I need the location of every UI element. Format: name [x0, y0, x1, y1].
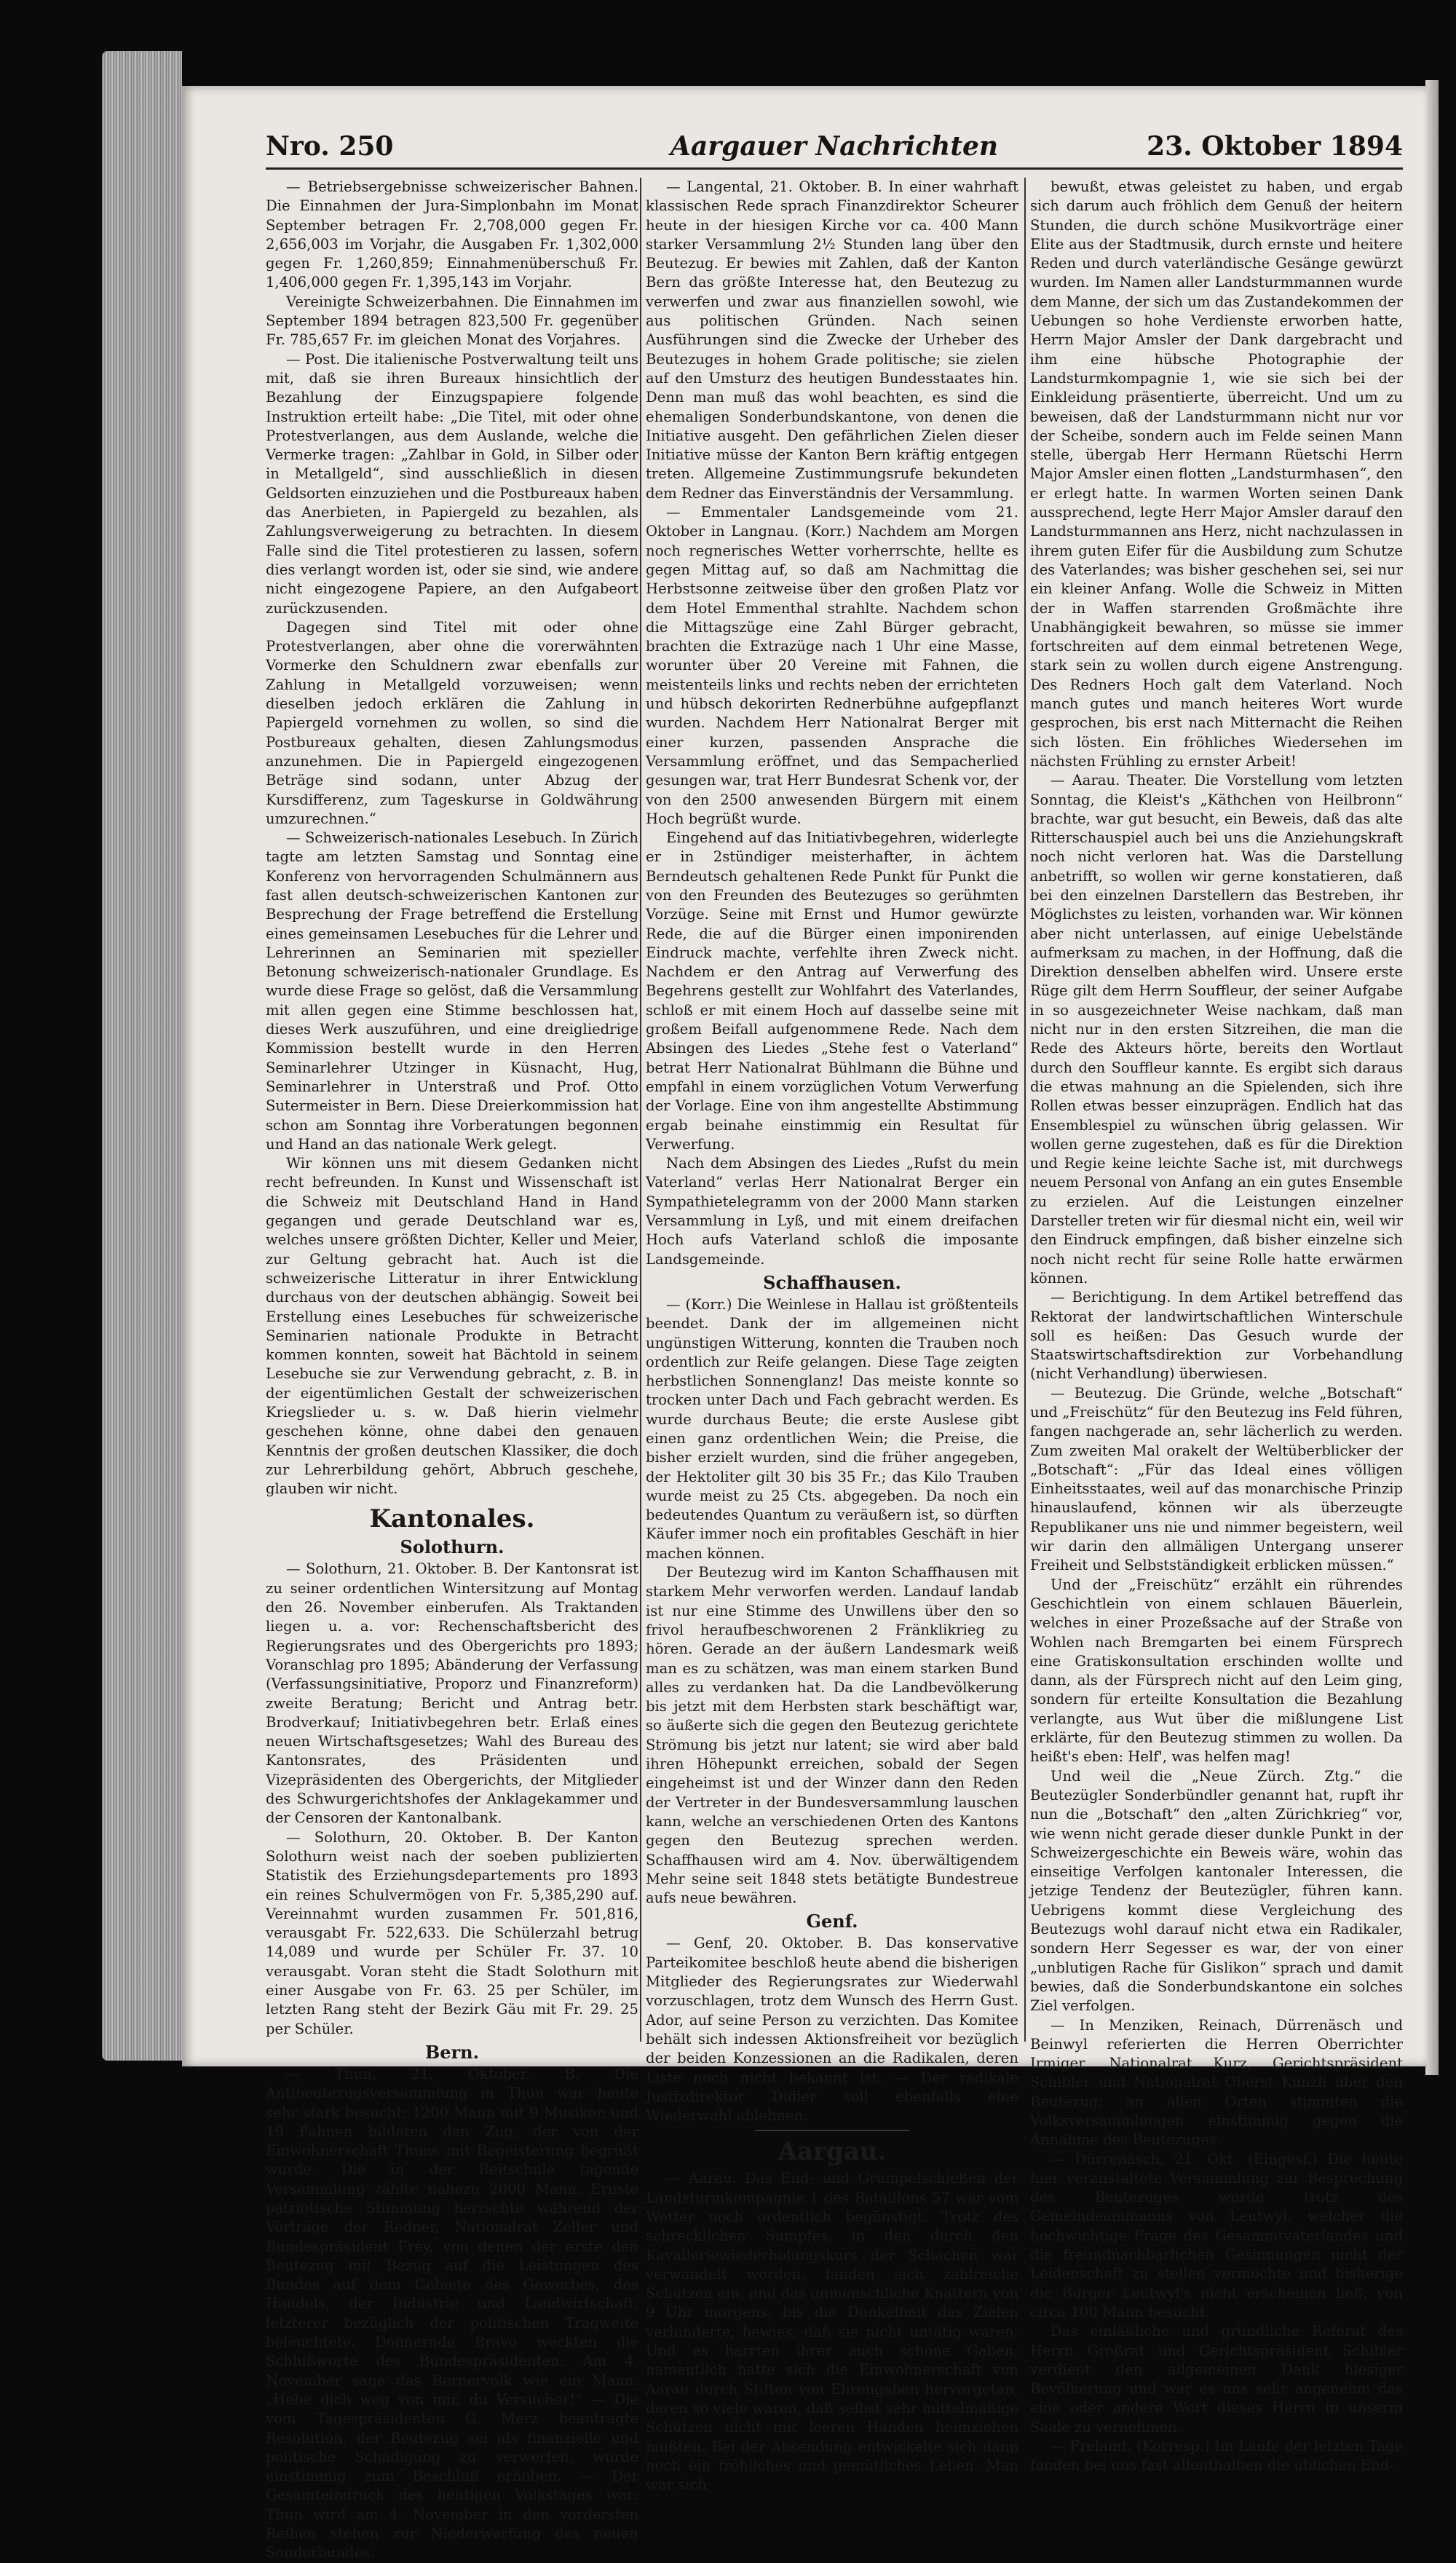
masthead: [266, 131, 1403, 163]
page-right-edge: [1425, 80, 1439, 2075]
article-beutezug-schaffhausen: Der Beutezug wird im Kanton Schaffhausen mit starkem Mehr verworfen werden. Landauf landab ist nur eine Stimme des Unwillens über den so frivol heraufbeschworenen 2 Fränklikrieg zu hören. Gerade an der äußern Landesmark weiß man es zu schätzen, was man einem starken Bund alles zu verdanken hat. Da die Landbevölkerung bis jetzt mit dem Herbsten stark beschäftigt war, so äußerte sich die gegen den Beutezug gerichtete Strömung bis jetzt nur latent; sie wird aber bald ihren Höhepunkt erreichen, sobald der Segen eingeheimst ist und der Winzer dann den Reden der Vertreter in der Bundesversammlung lauschen kann, welche an verschiedenen Orten des Kantons gegen den Beutezug sprechen werden. Schaffhausen wird am 4. Nov. überwältigendem Mehr seine seit 1848 stets betätigte Bundestreue aufs neue bewähren.: [646, 1564, 1018, 1907]
article-solothurn-kantonsrat: — Solothurn, 21. Oktober. B. Der Kantonsrat ist zu seiner ordentlichen Wintersitzung auf Montag den 26. November einberufen. Als Traktanden liegen u. a. vor: Rechenschaftsbericht des Regierungsrates und des Obergerichts pro 1893; Voranschlag pro 1895; Abänderung der Verfassung (Verfassungsinitiative, Proporz und Finanzreform) zweite Beratung; Bericht und Antrag betr. Brodverkauf; Initiativbegehren betr. Erlaß eines neuen Wirtschaftsgesetzes; Wahl des Bureau des Kantonsrates, des Präsidenten und Vizepräsidenten des Obergerichts, der Mitglieder des Schwurgerichtshofes der Anklagekammer und der Censoren der Kantonalbank.: [266, 1560, 638, 1827]
article-langental: — Langental, 21. Oktober. B. In einer wahrhaft klassischen Rede sprach Finanzdirektor Scheurer heute in der hiesigen Kirche vor ca. 400 Mann starker Versammlung 2½ Stunden lang über den Beutezug. Er bewies mit Zahlen, daß der Kanton Bern das größte Interesse hat, den Beutezug zu verwerfen und zwar aus finanziellen sowohl, wie aus politischen Gründen. Nach seinen Ausführungen sind die Zwecke der Urheber des Beutezuges in hohem Grade politische; sie zielen auf den Umsturz des heutigen Bundesstaates hin. Denn man muß das wohl beachten, es sind die ehemaligen Sonderbundskantone, von denen die Initiative ausgeht. Den gefährlichen Zielen dieser Initiative müsse der Kanton Bern kräftig entgegen treten. Allgemeine Zustimmungsrufe bekundeten dem Redner das Einverständnis der Versammlung.: [646, 178, 1018, 502]
section-heading-kantonales: Kantonales.: [369, 1504, 535, 1534]
article-lesebuch-comment: Wir können uns mit diesem Gedanken nicht recht befreunden. In Kunst und Wissenschaft ist die Schweiz mit Deutschland Hand in Hand gegangen und gerade Deutschland war es, welches unsere größten Dichter, Keller und Meier, zur Geltung gebracht hat. Auch ist die schweizerische Litteratur in ihrer Entwicklung durchaus von der deutschen abhängig. Soweit bei Erstellung eines Lesebuches für schweizerische Seminarien nationale Produkte in Betracht kommen konnten, soweit hat Bächtold in seinem Lesebuche sie zur Verwendung gebracht, z. B. in der eigentümlichen Gestalt der schweizerischen Kriegslieder u. s. w. Daß hierin vielmehr geschehen könne, ohne dabei den genauen Kenntnis der großen deutschen Klassiker, die doch zur Lehrerbildung gehört, Abbruch geschehe, glauben wir nicht.: [266, 1155, 638, 1498]
book-binding-edge: [102, 51, 182, 2061]
subheading-schaffhausen: Schaffhausen.: [763, 1271, 901, 1293]
article-aarau-theater: — Aarau. Theater. Die Vorstellung vom letzten Sonntag, die Kleist's „Käthchen von Heilbronn“ brachte, war gut besucht, ein Beweis, daß das alte Ritterschauspiel auch bei uns die Anziehungskraft noch nicht verloren hat. Was die Darstellung anbetrifft, so wollen wir gerne konstatieren, daß bei den einzelnen Darstellern das Bestreben, ihr Möglichstes zu leisten, vorhanden war. Wir können aber nicht unterlassen, auf einige Uebelstände aufmerksam zu machen, in der Hoffnung, daß die Direktion denselben abhelfen wird. Unsere erste Rüge gilt dem Herrn Souffleur, der seiner Aufgabe in so ausgezeichneter Weise nachkam, daß man nicht nur in den ersten Sitzreihen, die man die Rede des Akteurs hörte, bereits den Wortlaut durch den Souffleur kannte. Es ergibt sich daraus die etwas mahnung an die Spielenden, sich ihre Rollen etwas besser einzuprägen. Endlich hat das Ensemblespiel zu wünschen übrig gelassen. Wir wollen gerne zugestehen, daß es für die Direktion und Regie keine leichte Sache ist, mit durchwegs neuem Personal von Anfang an ein gutes Ensemble zu erzielen. Auf die Leistungen einzelner Darsteller treten wir für diesmal nicht ein, weil wir den Eindruck empfingen, daß bisher einzelne sich noch nicht recht für seine Rolle hatte erwärmen können.: [1030, 772, 1403, 1287]
article-berichtigung: — Berichtigung. In dem Artikel betreffend das Rektorat der landwirtschaftlichen Winterschule soll es heißen: Das Gesuch wurde der Staatswirtschaftsdirektion zur Vorbehandlung (nicht Verhandlung) überwiesen.: [1030, 1289, 1403, 1383]
section-heading-aargau: Aargau.: [778, 2137, 887, 2167]
issue-date: 23. Oktober 1894: [1147, 131, 1403, 162]
article-solothurn-statistik: — Solothurn, 20. Oktober. B. Der Kanton Solothurn weist nach der soeben publizierten Statistik des Erziehungsdepartements pro 1893 ein reines Schulvermögen von Fr. 5,385,290 auf. Vereinnahmt wurden zusammen Fr. 501,816, verausgabt Fr. 522,633. Die Schülerzahl betrug 14,089 und wurde per Schüler Fr. 37. 10 verausgabt. Voran steht die Stadt Solothurn mit einer Ausgabe von Fr. 63. 25 per Schüler, im letzten Rang steht der Bezirk Gäu mit Fr. 29. 25 per Schüler.: [266, 1828, 638, 2037]
article-beutezug-freischuetz: Und der „Freischütz“ erzählt ein rührendes Geschichtlein von einem schlauen Bäuerlein, welches in einer Prozeßsache auf der Straße von Wohlen nach Bremgarten bei einem Fürsprech eine Gratiskonsultation erschinden wollte und dann, als der Fürsprech nicht auf den Leim ging, sondern für erteilte Konsultation die Bezahlung verlangte, aus Wut über die mißlungene List erklärte, für den Beutezug stimmen zu wollen. Da heißt's eben: Helf', was helfen mag!: [1030, 1576, 1403, 1766]
article-landsgemeinde-closing: Nach dem Absingen des Liedes „Rufst du mein Vaterland“ verlas Herr Nationalrat Berger ein Sympathietelegramm von der 2000 Mann starken Versammlung in Lyß, und mit einem dreifachen Hoch aufs Vaterland schloß die imposante Landsgemeinde.: [646, 1155, 1018, 1268]
article-weinlese-hallau: — (Korr.) Die Weinlese in Hallau ist größtenteils beendet. Dank der im allgemeinen nicht ungünstigen Witterung, konnten die Trauben noch ordentlich zur Reife gelangen. Diese Tage zeigten herbstlichen Sonnenglanz! Das meiste konnte so trocken unter Dach und Fach gebracht werden. Es wurde durchaus Beute; die erste Auslese gibt einen ganz ordentlichen Wein; die Preise, die bisher erzielt wurden, sind die früher angegeben, der Hektoliter gilt 30 bis 35 Fr.; das Kilo Trauben wurde meist zu 25 Cts. abgegeben. Da noch ein bedeutendes Quantum zu veräußern ist, so dürften Käufer immer noch ein profitables Geschäft in hier machen können.: [646, 1295, 1018, 1562]
column-1: [266, 178, 638, 2562]
article-beutezug: — Beutezug. Die Gründe, welche „Botschaft“ und „Freischütz“ für den Beutezug ins Feld führen, fangen nachgerade an, sehr lächerlich zu werden. Zum zweiten Mal orakelt der Weltüberblicker der „Botschaft“: „Für das Ideal eines völligen Einheitsstaates, weil auf das monarchische Prinzip hinauslaufend, können wir als überzeugte Republikaner uns nie und nimmer begeistern, weil wir darin den allmäligen Untergang unserer Freiheit und Selbstständigkeit erblicken müssen.“: [1030, 1384, 1403, 1574]
column-2: [646, 178, 1018, 2494]
column-rule: [640, 178, 641, 2042]
column-3: [1030, 178, 1403, 2474]
article-emmentaler-landsgemeinde: — Emmentaler Landsgemeinde vom 21. Oktober in Langnau. (Korr.) Nachdem am Morgen noch regnerisches Wetter vorherrschte, hellte es gegen Mittag auf, so daß am Nachmittag die Herbstsonne zeitweise über den großen Platz vor dem Hotel Emmenthal strahlte. Nachdem schon die Mittagszüge eine Zahl Bürger gebracht, brachten die Extrazüge nach 1 Uhr eine Masse, worunter über 20 Vereine mit Fahnen, die meistenteils links und rechts neben der errichteten und hübsch dekorirten Rednerbühne aufgepflanzt wurden. Nachdem Herr Nationalrat Berger mit einer kurzen, passenden Ansprache die Versammlung eröffnet, und das Sempacherlied gesungen war, trat Herr Bundesrat Schenk vor, der von den 2500 anwesenden Bürgern mit einem Hoch begrüßt wurde.: [646, 504, 1018, 827]
article-menziken: — In Menziken, Reinach, Dürrenäsch und Beinwyl referierten die Herren Oberrichter Irmiger, Nationalrat Kurz, Gerichtspräsident Schibler und Nationalrat Oberst Künzli über den Beutezug; an allen Orten stimmten die Volksversammlungen einstimmig gegen die Annahme des Beutezuges.: [1030, 2016, 1403, 2149]
article-aarau-schiessen-continued: bewußt, etwas geleistet zu haben, und ergab sich darum auch fröhlich dem Genuß der heitern Stunden, die durch schöne Musikvorträge einer Elite aus der Stadtmusik, durch ernste und heitere Reden und durch vaterländische Gesänge gewürzt wurden. Im Namen aller Landsturmmannen wurde dem Manne, der sich um das Zustandekommen der Uebungen so hohe Verdienste erworben hatte, Herrn Major Amsler der Dank dargebracht und ihm eine hübsche Photographie der Landsturmkompagnie 1, wie sie sich bei der Einkleidung präsentierte, überreicht. Und um zu beweisen, daß der Landsturmmann nicht nur vor der Scheibe, sondern auch im Felde seinen Mann stelle, übergab Herr Hermann Rüetschi Herrn Major Amsler einen flotten „Landsturmhasen“, den er erlegt hatte. In warmen Worten seinen Dank aussprechend, legte Herr Major Amsler darauf den Landsturmmannen ans Herz, nicht nachzulassen in ihrem guten Eifer für die Ausbildung zum Schutze des Vaterlandes; was bisher geschehen sei, sei nur ein kleiner Anfang. Wolle die Schweiz in Mitten der in Waffen starrenden Großmächte ihre Unabhängigkeit bewahren, so müsse sie immer fortschreiten auf dem einmal betretenen Wege, stark sein zu wollen durch eigene Anstrengung. Des Redners Hoch galt dem Vaterland. Noch manch gutes und manch heiteres Wort wurde gesprochen, bis erst nach Mitternacht die Reihen sich lösten. Ein fröhliches Wiedersehen im nächsten Frühling zu ernster Arbeit!: [1030, 178, 1403, 770]
article-landsgemeinde-continued: Eingehend auf das Initiativbegehren, widerlegte er in 2stündiger meisterhafter, in ächtem Berndeutsch gehaltenen Rede Punkt für Punkt die von den Freunden des Beutezuges so gerühmten Vorzüge. Seine mit Ernst und Humor gewürzte Rede, die auf die Bürger einen imponirenden Eindruck machte, verfehlte ihren Zweck nicht. Nachdem er den Antrag auf Verwerfung des Begehrens gestellt zur Wohlfahrt des Vaterlandes, schloß er mit einem Hoch auf dasselbe seine mit großem Beifall aufgenommene Rede. Nach dem Absingen des Liedes „Stehe fest o Vaterland“ betrat Herr Nationalrat Bühlmann die Bühne und empfahl in einem vorzüglichen Votum Verwerfung der Vorlage. Eine von ihm angestellte Abstimmung ergab beinahe einstimmig ein Resultat für Verwerfung.: [646, 829, 1018, 1153]
issue-number: Nro. 250: [266, 131, 394, 162]
newspaper-page: [182, 86, 1427, 2562]
article-post-continued: Dagegen sind Titel mit oder ohne Protestverlangen, aber ohne die vorerwähnten Vormerke den Schuldnern zwar ebenfalls zur Zahlung in Metallgeld vorzuweisen; wenn dieselben jedoch erklären die Zahlung in Papiergeld vornehmen zu wollen, so sind die Postbureaux gehalten, diesen Zahlungsmodus anzunehmen. Die in Papiergeld eingezogenen Beträge sind sodann, unter Abzug der Kursdifferenz, zum Tageskurse in Goldwährung umzurechnen.“: [266, 618, 638, 827]
article-vereinigte-schweizerbahnen: Vereinigte Schweizerbahnen. Die Einnahmen im September 1894 betragen 823,500 Fr. gegenüber Fr. 785,657 Fr. im gleichen Monat des Vorjahres.: [266, 293, 638, 349]
article-thun: — Thun, 21. Oktober. B. Die Antibeutezugsversammlung in Thun war heute sehr stark besucht; 1200 Mann mit 9 Musiken und 19 Fahnen bildeten den Zug, der von der Einwohnerschaft Thuns mit Begeisterung begrüßt wurde. Die in der Reitschule tagende Versammlung zählte nahezu 2000 Mann. Ernste patriotische Stimmung herrschte während der Vorträge der Redner, Nationalrat Zeller und Bundespräsident Frey, von denen der erste den Beutezug mit Bezug auf die Leistungen des Bundes auf dem Gebiete des Gewerbes, des Handels, der Industrie und Landwirtschaft, letzterer bezüglich der politischen Tragweite beleuchtete. Donnernde Bravo weckten die Schlußworte des Bundespräsidenten: Am 4. November sage das Bernervolk wie ein Mann: „Hebe dich weg von mir, du Versucher!“ — Die vom Tagespräsidenten G. Merz beantragte Resolution, der Beutezug sei als finanzielle und politische Schädigung zu verwerfen, wurde einstimmig zum Beschluß erhoben. — Der Gesamteindruck des heutigen Volkstages war: Thun wird am 4. November in den vordersten Reihen stehen zur Niederwerfung des neuen Sonderbundes.: [266, 2065, 638, 2562]
masthead-rule: [266, 167, 1403, 170]
article-duerrenaesch-referat: Das einläßliche und gründliche Referat des Herrn Großrat und Gerichtspräsident Schibler verdient den allgemeinen Dank hiesiger Bevölkerung und war es uns sehr angenehm das eine oder andere Wort dieses Herrn in unserm Saale zu vernehmen.: [1030, 2323, 1403, 2436]
article-duerrenaesch: — Dürrenäsch, 21. Okt. (Eingesf.) Die heute hier veranstaltete Versammlung zur Besprechung des Beutezuges wurde trotz des Gemeindeammanns von Leutwyl, welcher die hochwichtige Frage des Gesammtvaterlandes und die freundnachbarlichen Gesinnungen nicht der Leidenschaft zu stellen vermochte und bisherige die Bürger Leutwyl's nicht erscheinen ließ, von circa 100 Mann besucht.: [1030, 2150, 1403, 2321]
subheading-bern: Bern.: [424, 2041, 479, 2063]
subheading-solothurn: Solothurn.: [400, 1536, 505, 1558]
article-post: — Post. Die italienische Postverwaltung teilt uns mit, daß sie ihren Bureaux hinsichtlich der Bezahlung der Einzugspapiere folgende Instruktion erteilt habe: „Die Titel, mit oder ohne Protestverlangen, aus dem Auslande, welche die Vermerke tragen: „Zahlbar in Gold, in Silber oder in Metallgeld“, sind ausschließlich in diesen Geldsorten einzuziehen und die Postbureaux haben das Anerbieten, in Papiergeld zu bezahlen, als Zahlungsverweigerung zu betrachten. In diesem Falle sind die Titel protestieren zu lassen, sofern dies verlangt worden ist, oder sie sind, wie andere nicht eingezogene Papiere, an den Aufgabeort zurückzusenden.: [266, 350, 638, 617]
column-rule: [1024, 178, 1026, 2042]
article-aarau-schiessen: — Aarau. Das End- und Grümpelschießen der Landsturmkompagnie 1 des Bataillons 57 war vom Wetter noch ordentlich begünstigt. Trotz des schrecklichen Sumpfes, in den durch den Kavalleriewiederholungskurs der Schachen war verwandelt worden, fanden sich zahlreiche Schützen ein, und das unmenschliche Knattern von 9 Uhr morgens, bis die Dunkelheit das Zielen verhinderte, bewies, daß sie nicht untätig waren. Und es harrten ihrer auch schöne Gaben; namentlich hatte sich die Einwohnerschaft von Aarau durch Stiften von Ehrengaben hervorgetan, deren so viele waren, daß selbst sehr mittelmäßige Schützen nicht mit leeren Händen heimziehen mußten. Bei der Absendung entwickelte sich dann noch ein fröhliches und gemütliches Leben. Man war sich: [646, 2170, 1018, 2494]
article-lesebuch: — Schweizerisch-nationales Lesebuch. In Zürich tagte am letzten Samstag und Sonntag eine Konferenz von hervorragenden Schulmännern aus fast allen deutsch-schweizerischen Kantonen zur Besprechung der Frage betreffend die Erstellung eines gemeinsamen Lesebuches für die Lehrer und Lehrerinnen an Seminarien mit spezieller Betonung schweizerisch-nationaler Grundlage. Es wurde diese Frage so gelöst, daß die Versammlung mit allen gegen eine Stimme beschlossen hat, dieses Werk auszuführen, und eine dreigliedrige Kommission bestellt wurde in den Herren Seminarlehrer Utzinger in Küsnacht, Hug, Seminarlehrer in Unterstraß und Prof. Otto Sutermeister in Bern. Diese Dreierkommission hat schon am Sonntag ihre Vorberatungen begonnen und Hand an das nationale Werk gelegt.: [266, 829, 638, 1153]
article-beutezug-botschaft: Und weil die „Neue Zürch. Ztg.“ die Beutezügler Sonderbündler genannt hat, rupft ihr nun die „Botschaft“ den „alten Zürichkrieg“ vor, wie wenn nicht gerade dieser dunkle Punkt in der Schweizergeschichte ein Beweis wäre, wohin das einseitige Verfolgen kantonaler Interessen, die jetzige Tendenz der Beutezügler, führen kann. Uebrigens kommt diese Vergleichung des Beutezugs wohl darauf nicht etwa ein Radikaler, sondern Herr Segesser es war, der von einer „unblutigen Rache für Gislikon“ sprach und damit bewies, daß die Sonderbundskantone ein solches Ziel verfolgen.: [1030, 1767, 1403, 2015]
article-genf: — Genf, 20. Oktober. B. Das konservative Parteikomitee beschloß heute abend die bisherigen Mitglieder des Regierungsrates zur Wiederwahl vorzuschlagen, trotz dem Wunsch des Herrn Gust. Ador, auf seine Person zu verzichten. Das Komitee behält sich indessen Aktionsfreiheit vor bezüglich der beiden Konzessionen an die Radikalen, deren Liste noch nicht bekannt ist. — Der radikale Justizdirektor Didier soll ebenfalls eine Wiederwahl ablehnen.: [646, 1935, 1018, 2125]
newspaper-title: Aargauer Nachrichten: [670, 131, 999, 162]
article-freiamt: — Frelamt. (Korresp.) Im Laufe der letzten Tage fanden bei uns fast allenthalben die üblichen End-: [1030, 2438, 1403, 2474]
section-divider: [755, 2130, 909, 2131]
subheading-genf: Genf.: [806, 1911, 858, 1932]
article-betriebsergebnisse: — Betriebsergebnisse schweizerischer Bahnen. Die Einnahmen der Jura-Simplonbahn im Monat September betragen Fr. 2,708,000 gegen Fr. 2,656,003 im Vorjahr, die Ausgaben Fr. 1,302,000 gegen Fr. 1,260,859; Einnahmenüberschuß Fr. 1,406,000 gegen Fr. 1,395,143 im Vorjahr.: [266, 178, 638, 291]
